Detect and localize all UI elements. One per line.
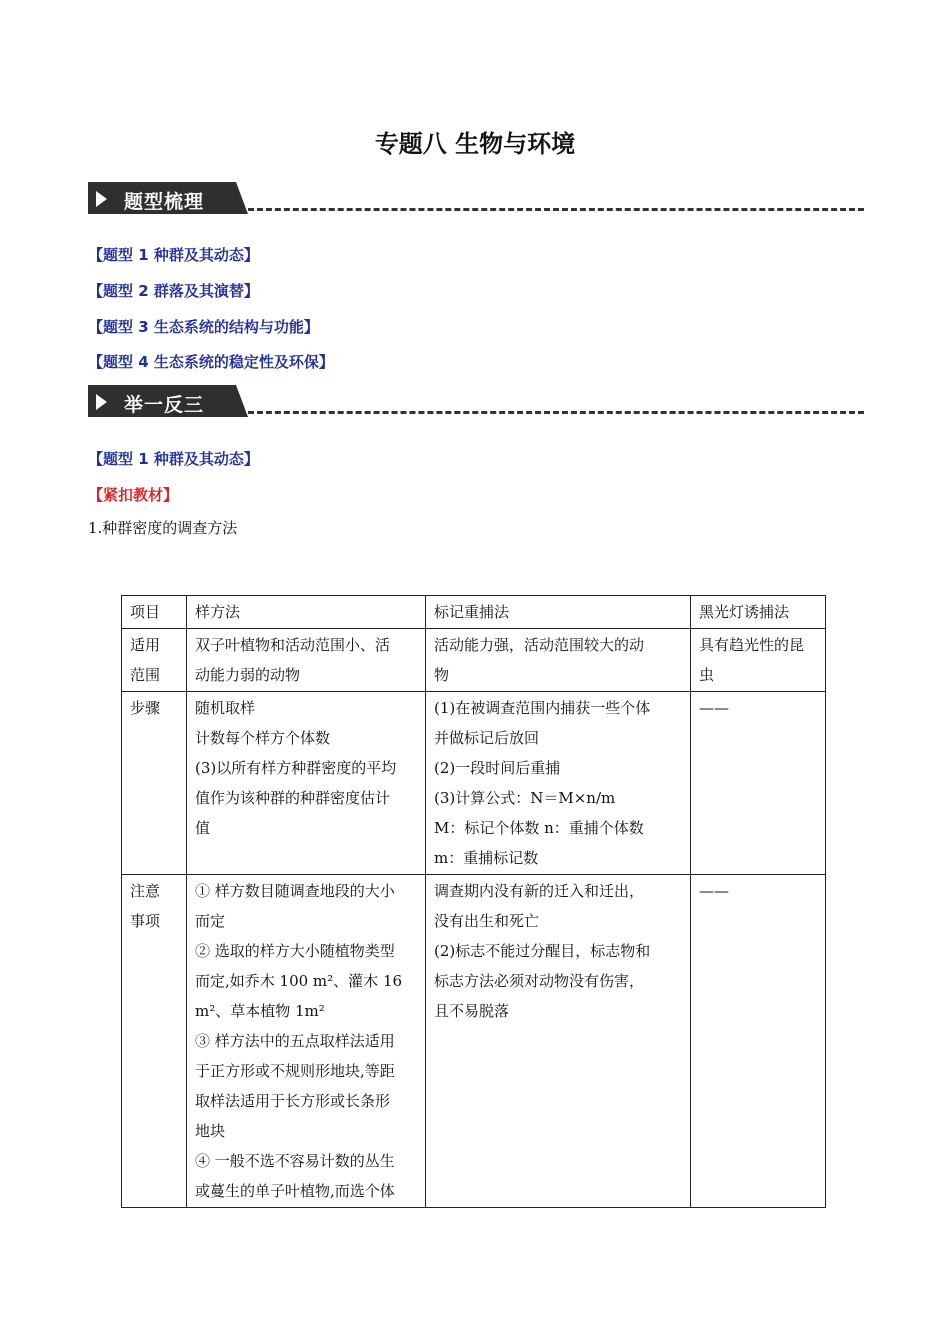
cell-line: ② 选取的样方大小随植物类型 <box>195 942 395 960</box>
cell-line: (2)标志不能过分醒目，标志物和 <box>434 942 651 960</box>
cell-line: m²、草本植物 1m² <box>195 1002 325 1020</box>
toc-item-2[interactable]: 【题型 2 群落及其演替】 <box>88 282 259 300</box>
table-row <box>122 875 826 1208</box>
cell-line: 而定 <box>195 912 226 930</box>
section-heading: 【题型 1 种群及其动态】 <box>88 450 259 468</box>
table-cell <box>187 875 426 1208</box>
cell-line: 范围 <box>130 666 161 684</box>
cell-line: ④ 一般不选不容易计数的丛生 <box>195 1152 395 1170</box>
page-title: 专题八 生物与环境 <box>374 130 576 158</box>
header-cell: 黑光灯诱捕法 <box>691 596 826 629</box>
cell-line: 没有出生和死亡 <box>434 912 540 930</box>
cell-line: 调查期内没有新的迁入和迁出， <box>434 882 645 900</box>
cell-line: (1)在被调查范围内捕获一些个体 <box>434 699 651 717</box>
cell-line: ① 样方数目随调查地段的大小 <box>195 882 395 900</box>
header-cell: 样方法 <box>187 596 426 629</box>
cell-line: 双子叶植物和活动范围小、活 <box>195 636 391 654</box>
section-tag: 【紧扣教材】 <box>88 486 179 504</box>
cell-line: 地块 <box>195 1122 226 1140</box>
cell-line: ③ 样方法中的五点取样法适用 <box>195 1032 395 1050</box>
section-paragraph: 1.种群密度的调查方法 <box>88 519 238 537</box>
cell-line: 适用 <box>130 636 161 654</box>
cell-line: 计数每个样方个体数 <box>195 729 331 747</box>
cell-line: 活动能力强，活动范围较大的动 <box>434 636 645 654</box>
table-header-row <box>122 596 826 629</box>
banner-label: 举一反三 <box>124 394 205 416</box>
banner-label: 题型梳理 <box>124 191 205 213</box>
dashed-rule <box>248 411 864 414</box>
dashed-rule <box>248 208 864 211</box>
cell-line: 取样法适用于长方形或长条形 <box>195 1092 391 1110</box>
cell-line: 步骤 <box>130 699 161 717</box>
row-label <box>122 629 187 692</box>
cell-line: 虫 <box>699 666 715 684</box>
banner-overview <box>88 182 864 218</box>
header-cell: 标记重捕法 <box>426 596 691 629</box>
table-cell <box>691 692 826 875</box>
cell-line: 或蔓生的单子叶植物,而选个体 <box>195 1182 395 1200</box>
table-cell <box>426 875 691 1208</box>
cell-line: 值作为该种群的种群密度估计 <box>195 789 391 807</box>
cell-line: 事项 <box>130 912 161 930</box>
cell-line: 物 <box>434 666 450 684</box>
cell-line: 具有趋光性的昆 <box>699 636 805 654</box>
row-label <box>122 692 187 875</box>
table-cell <box>426 692 691 875</box>
cell-line: —— <box>699 882 729 900</box>
cell-line: 随机取样 <box>195 699 256 717</box>
row-label <box>122 875 187 1208</box>
cell-line: (3)计算公式：N＝M×n/m <box>434 789 616 807</box>
table-row <box>122 692 826 875</box>
cell-line: 动能力弱的动物 <box>195 666 301 684</box>
cell-line: 于正方形或不规则形地块,等距 <box>195 1062 395 1080</box>
toc-item-3[interactable]: 【题型 3 生态系统的结构与功能】 <box>88 318 319 336</box>
toc-item-4[interactable]: 【题型 4 生态系统的稳定性及环保】 <box>88 353 334 371</box>
toc-item-1[interactable]: 【题型 1 种群及其动态】 <box>88 246 259 264</box>
cell-line: 注意 <box>130 882 161 900</box>
cell-line: M：标记个体数 n：重捕个体数 <box>434 819 644 837</box>
table-cell <box>691 629 826 692</box>
cell-line: 并做标记后放回 <box>434 729 540 747</box>
cell-line: (3)以所有样方种群密度的平均 <box>195 759 397 777</box>
table-row <box>122 629 826 692</box>
cell-line: 且不易脱落 <box>434 1002 510 1020</box>
survey-methods-table <box>121 595 826 1208</box>
cell-line: 标志方法必须对动物没有伤害， <box>434 972 645 990</box>
table-cell <box>187 692 426 875</box>
banner-practice <box>88 385 864 421</box>
cell-line: (2)一段时间后重捕 <box>434 759 561 777</box>
header-cell: 项目 <box>122 596 187 629</box>
cell-line: m：重捕标记数 <box>434 849 539 867</box>
cell-line: —— <box>699 699 729 717</box>
table-cell <box>691 875 826 1208</box>
cell-line: 值 <box>195 819 211 837</box>
cell-line: 而定,如乔木 100 m²、灌木 16 <box>195 972 403 990</box>
table-cell <box>426 629 691 692</box>
table-cell <box>187 629 426 692</box>
